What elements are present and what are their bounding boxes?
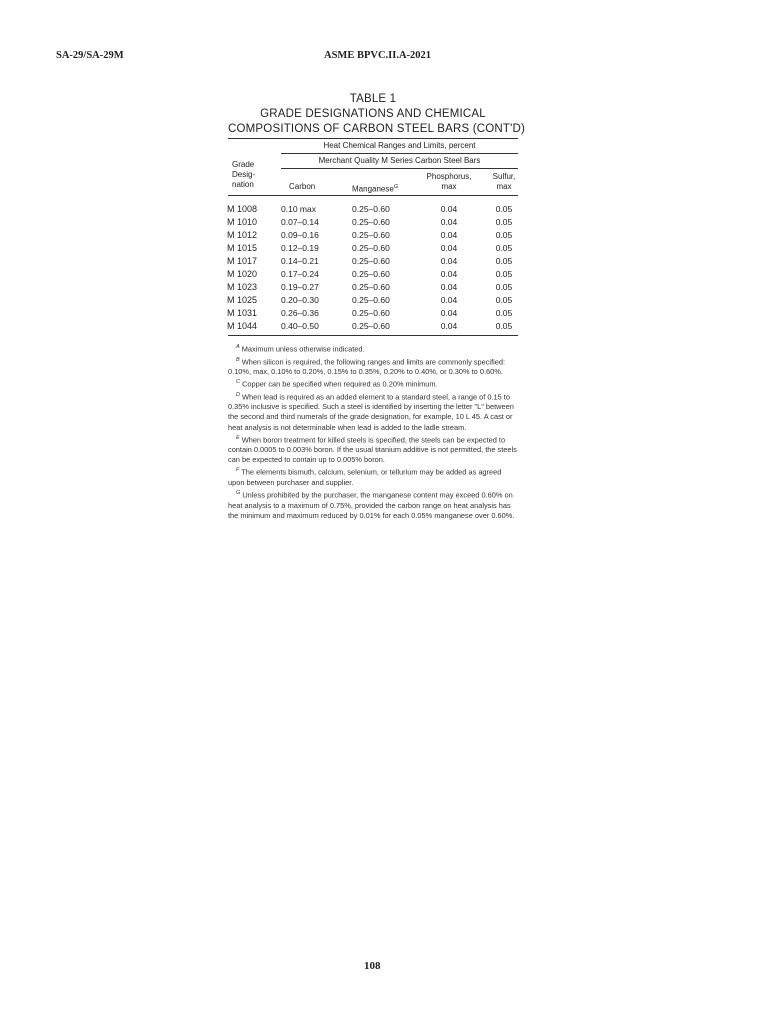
table-footnotes (228, 342, 518, 521)
grade-header-line: nation (232, 180, 254, 189)
table-row (228, 308, 518, 321)
group-header: Heat Chemical Ranges and Limits, percent (323, 141, 476, 150)
running-header-left: SA-29/SA-29M (56, 50, 124, 61)
manganese-cell: 0.25–0.60 (352, 295, 390, 305)
grade-header-line: Desig- (232, 170, 256, 179)
footnote (228, 342, 518, 355)
table-row (228, 295, 518, 308)
table-title-line: COMPOSITIONS OF CARBON STEEL BARS (CONT'D) (228, 123, 526, 135)
footnote-mark: F (236, 467, 240, 474)
sulfur-cell: 0.05 (495, 308, 513, 318)
sulfur-cell: 0.05 (495, 243, 513, 253)
phosphorus-header-line: Phosphorus, (426, 172, 472, 181)
grade-cell: M 1010 (227, 217, 258, 227)
sulfur-header-line: Sulfur, (492, 172, 516, 181)
phosphorus-cell: 0.04 (440, 269, 458, 279)
phosphorus-cell: 0.04 (440, 295, 458, 305)
footnote-text: When lead is required as an added element to a standard steel, a range of 0.15 to 0.35% inclusive is specified. Such a steel is identified by inserting the letter "L" between the second and third numerals of the grade designation, for example, 10 L 45. A cast or heat analysis is not determinable when lead is added to the ladle stream. (228, 392, 514, 432)
carbon-header: Carbon (289, 182, 316, 191)
phosphorus-cell: 0.04 (440, 282, 458, 292)
grade-cell: M 1015 (227, 243, 258, 253)
carbon-cell: 0.10 max (281, 204, 316, 214)
carbon-cell: 0.26–0.36 (281, 308, 319, 318)
table-row (228, 243, 518, 256)
table-title (228, 92, 526, 137)
sulfur-cell: 0.05 (495, 295, 513, 305)
grade-cell: M 1017 (227, 256, 258, 266)
subgroup-header: Merchant Quality M Series Carbon Steel Bars (318, 156, 481, 165)
phosphorus-cell: 0.04 (440, 217, 458, 227)
grade-cell: M 1044 (227, 321, 258, 331)
carbon-cell: 0.40–0.50 (281, 321, 319, 331)
manganese-cell: 0.25–0.60 (352, 269, 390, 279)
manganese-cell: 0.25–0.60 (352, 230, 390, 240)
table-title-line: GRADE DESIGNATIONS AND CHEMICAL (260, 108, 486, 120)
table-bottom-rule (228, 335, 518, 336)
footnote (228, 488, 518, 521)
grade-cell: M 1008 (227, 204, 258, 214)
table-row (228, 204, 518, 217)
group-rule (281, 153, 518, 154)
phosphorus-cell: 0.04 (440, 230, 458, 240)
footnote (228, 355, 518, 378)
manganese-cell: 0.25–0.60 (352, 204, 390, 214)
footnote-mark: B (236, 356, 240, 363)
grade-cell: M 1012 (227, 230, 258, 240)
phosphorus-cell: 0.04 (440, 243, 458, 253)
sulfur-header-line: max (496, 182, 512, 191)
carbon-cell: 0.20–0.30 (281, 295, 319, 305)
footnote-text: Unless prohibited by the purchaser, the manganese content may exceed 0.60% on heat analysis to a maximum of 0.75%, provided the carbon range on heat analysis has the minimum and maximum reduced by 0.01% for each 0.05% manganese over 0.60%. (228, 490, 515, 520)
sulfur-header (488, 172, 520, 192)
phosphorus-header (424, 172, 474, 192)
manganese-note-mark: G (393, 184, 399, 190)
sulfur-cell: 0.05 (495, 321, 513, 331)
footnote-mark: G (236, 490, 241, 497)
footnote (228, 377, 518, 390)
manganese-cell: 0.25–0.60 (352, 321, 390, 331)
footnote-mark: D (236, 391, 240, 398)
footnote-text: The elements bismuth, calcium, selenium, or tellurium may be added as agreed upon between purchaser and supplier. (228, 467, 502, 487)
manganese-cell: 0.25–0.60 (352, 308, 390, 318)
table-row (228, 269, 518, 282)
footnote (228, 465, 518, 488)
table-title-line: TABLE 1 (349, 93, 397, 105)
sulfur-cell: 0.05 (495, 230, 513, 240)
manganese-cell: 0.25–0.60 (352, 217, 390, 227)
phosphorus-cell: 0.04 (440, 204, 458, 214)
carbon-cell: 0.09–0.16 (281, 230, 319, 240)
carbon-cell: 0.17–0.24 (281, 269, 319, 279)
manganese-cell: 0.25–0.60 (352, 256, 390, 266)
manganese-header (352, 182, 398, 195)
table-top-rule (228, 138, 518, 139)
footnote-mark: C (236, 379, 240, 386)
carbon-cell: 0.19–0.27 (281, 282, 319, 292)
sulfur-cell: 0.05 (495, 204, 513, 214)
footnote-mark: E (236, 434, 240, 441)
phosphorus-cell: 0.04 (440, 256, 458, 266)
grade-cell: M 1023 (227, 282, 258, 292)
footnote-text: Copper can be specified when required as 0.20% minimum. (242, 379, 438, 389)
grade-header (232, 160, 255, 190)
footnote-mark: A (236, 344, 240, 350)
grade-cell: M 1020 (227, 269, 258, 279)
header-bottom-rule (228, 195, 518, 196)
footnote-text: When silicon is required, the following ranges and limits are commonly specified: 0.10%, max, 0.10% to 0.20%, 0.15% to 0.35%, 0.20% to 0.40%, or 0.30% to 0.60%. (228, 357, 506, 377)
manganese-cell: 0.25–0.60 (352, 243, 390, 253)
table-row (228, 217, 518, 230)
phosphorus-cell: 0.04 (440, 321, 458, 331)
footnote-text: Maximum unless otherwise indicated. (241, 344, 365, 354)
subgroup-rule (281, 168, 518, 169)
sulfur-cell: 0.05 (495, 282, 513, 292)
table-row (228, 230, 518, 243)
grade-cell: M 1025 (227, 295, 258, 305)
carbon-cell: 0.12–0.19 (281, 243, 319, 253)
page-number: 108 (364, 960, 381, 972)
carbon-cell: 0.07–0.14 (281, 217, 319, 227)
footnote-text: When boron treatment for killed steels is specified, the steels can be expected to contain 0.0005 to 0.003% boron. If the usual titanium additive is not permitted, the steels can be expected to contain up to 0.005% boron. (228, 435, 517, 465)
sulfur-cell: 0.05 (495, 256, 513, 266)
manganese-cell: 0.25–0.60 (352, 282, 390, 292)
phosphorus-cell: 0.04 (440, 308, 458, 318)
table-row (228, 256, 518, 269)
table-row (228, 282, 518, 295)
grade-cell: M 1031 (227, 308, 258, 318)
running-header-center: ASME BPVC.II.A-2021 (324, 50, 432, 61)
grade-header-line: Grade (232, 160, 255, 169)
sulfur-cell: 0.05 (495, 269, 513, 279)
footnote (228, 390, 518, 433)
manganese-header-label: Manganese (352, 184, 394, 194)
sulfur-cell: 0.05 (495, 217, 513, 227)
footnote (228, 433, 518, 466)
carbon-cell: 0.14–0.21 (281, 256, 319, 266)
table-row (228, 321, 518, 334)
phosphorus-header-line: max (441, 182, 457, 191)
